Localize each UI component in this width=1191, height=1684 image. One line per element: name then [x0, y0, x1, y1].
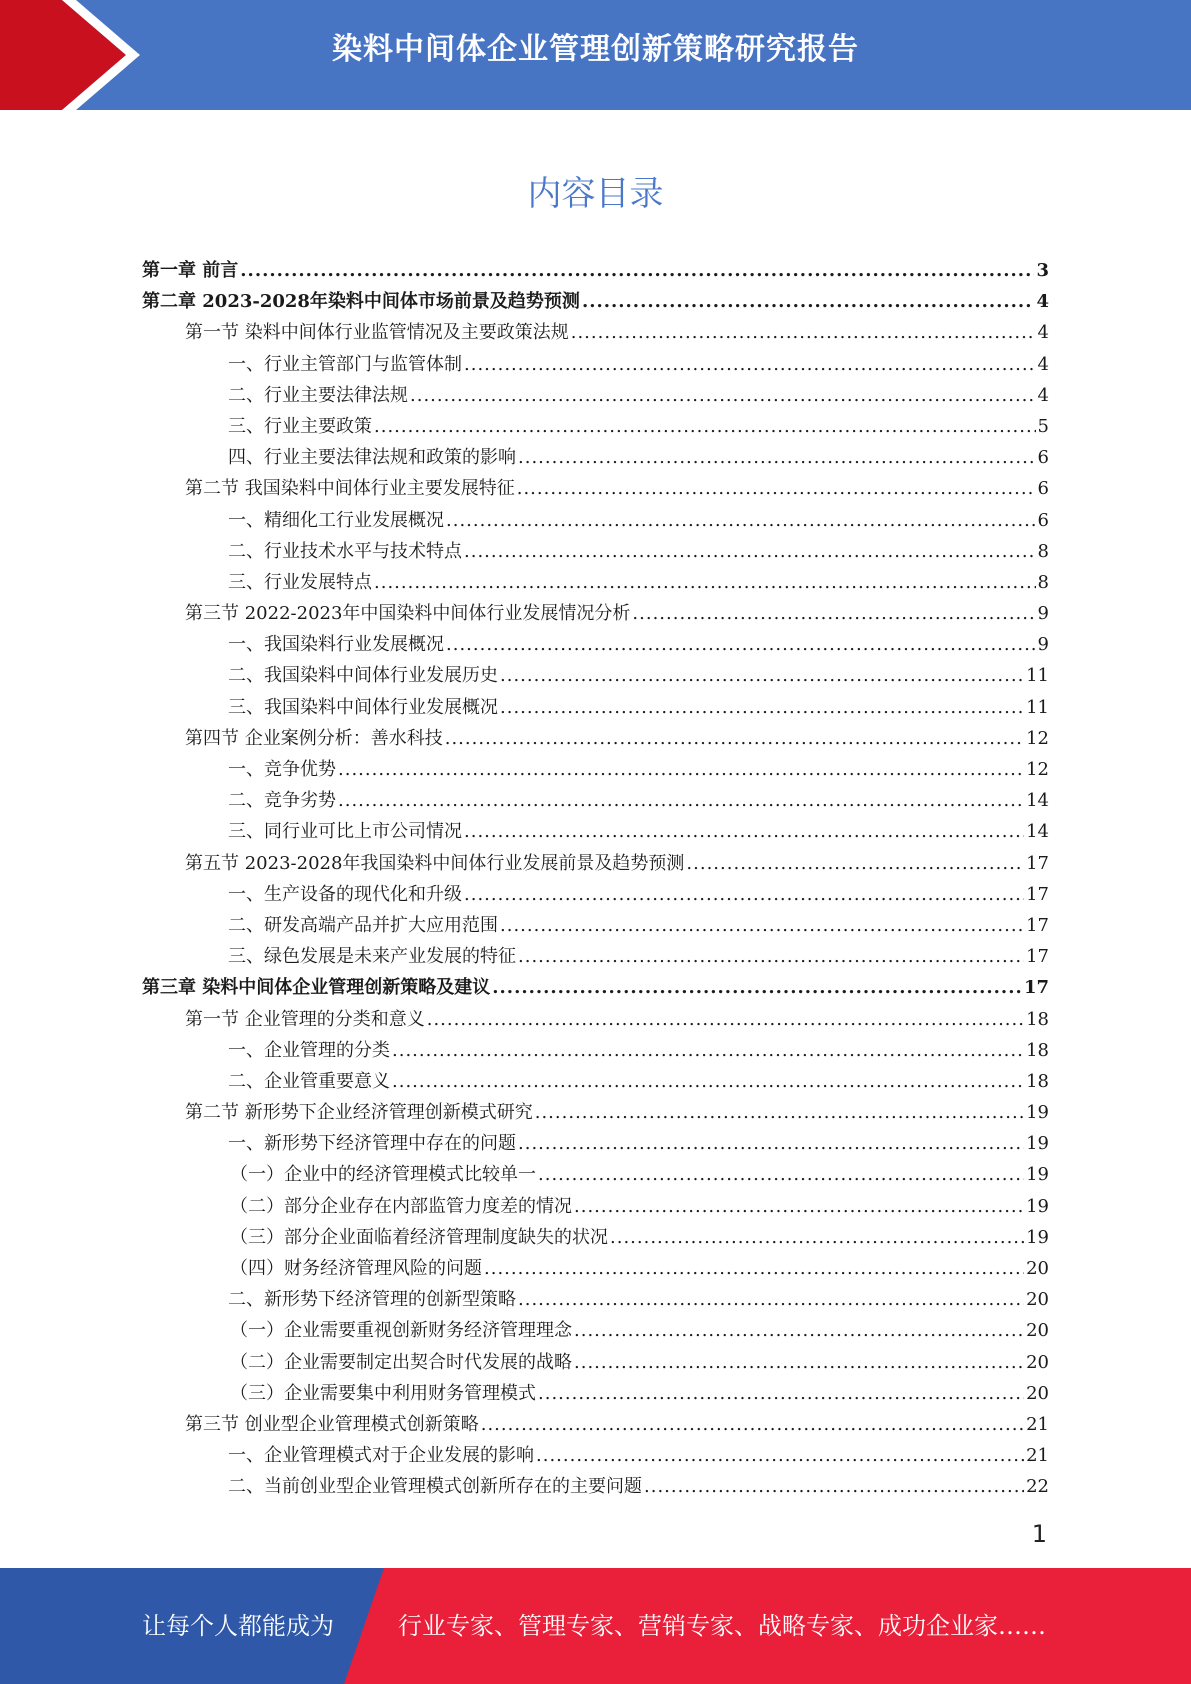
- toc-entry-label: 二、行业主要法律法规: [228, 384, 408, 406]
- toc-entry-page: 17: [1023, 977, 1049, 999]
- toc-entry-label: 二、当前创业型企业管理模式创新所存在的主要问题: [228, 1476, 642, 1498]
- toc-entry[interactable]: [142, 910, 1049, 941]
- toc-entry-page: 6: [1037, 509, 1049, 531]
- toc-leader-dots: [518, 1284, 1024, 1315]
- toc-entry-label: （二）部分企业存在内部监管力度差的情况: [230, 1195, 572, 1217]
- toc-entry[interactable]: [142, 1347, 1049, 1378]
- toc-entry-label: 一、行业主管部门与监管体制: [228, 353, 462, 375]
- toc-leader-dots: [610, 1222, 1024, 1253]
- toc-entry-page: 14: [1026, 790, 1049, 812]
- toc-leader-dots: [582, 286, 1035, 317]
- toc-entry-label: 一、我国染料行业发展概况: [228, 634, 444, 656]
- toc-entry[interactable]: [142, 1222, 1049, 1253]
- toc-entry-label: 第一节 染料中间体行业监管情况及主要政策法规: [185, 322, 569, 344]
- toc-entry-label: 二、竞争劣势: [228, 790, 336, 812]
- toc-leader-dots: [686, 848, 1024, 879]
- toc-leader-dots: [338, 785, 1024, 816]
- toc-entry[interactable]: [142, 473, 1049, 504]
- toc-leader-dots: [446, 629, 1036, 660]
- toc-entry[interactable]: [142, 1253, 1049, 1284]
- toc-entry-label: 三、同行业可比上市公司情况: [228, 821, 462, 843]
- toc-entry-page: 5: [1037, 415, 1049, 437]
- toc-entry-label: 三、行业发展特点: [228, 571, 372, 593]
- toc-entry-page: 4: [1036, 291, 1049, 313]
- toc-leader-dots: [518, 442, 1036, 473]
- toc-entry[interactable]: [142, 442, 1049, 473]
- toc-entry-label: （一）企业需要重视创新财务经济管理理念: [230, 1320, 572, 1342]
- toc-entry-page: 20: [1026, 1320, 1049, 1342]
- toc-entry[interactable]: [142, 598, 1049, 629]
- toc-entry-page: 6: [1037, 447, 1049, 469]
- toc-entry[interactable]: [142, 629, 1049, 660]
- toc-entry-page: 17: [1026, 852, 1049, 874]
- toc-entry[interactable]: [142, 754, 1049, 785]
- toc-entry-page: 4: [1037, 322, 1049, 344]
- toc-leader-dots: [632, 598, 1035, 629]
- toc-entry[interactable]: [142, 1378, 1049, 1409]
- toc-leader-dots: [240, 255, 1034, 286]
- footer-banner: [0, 1568, 1191, 1684]
- toc-leader-dots: [517, 473, 1036, 504]
- toc-entry-label: （一）企业中的经济管理模式比较单一: [230, 1164, 536, 1186]
- toc-leader-dots: [464, 349, 1036, 380]
- toc-entry-page: 9: [1037, 634, 1049, 656]
- toc-leader-dots: [392, 1035, 1024, 1066]
- toc-entry[interactable]: [142, 972, 1049, 1003]
- toc-entry[interactable]: [142, 1035, 1049, 1066]
- toc-entry-label: 第二章 2023-2028年染料中间体市场前景及趋势预测: [142, 291, 580, 313]
- toc-leader-dots: [464, 879, 1024, 910]
- toc-leader-dots: [538, 1159, 1024, 1190]
- toc-entry-label: 二、行业技术水平与技术特点: [228, 540, 462, 562]
- toc-entry-label: 第一章 前言: [142, 260, 239, 281]
- toc-entry[interactable]: [142, 536, 1049, 567]
- toc-entry[interactable]: [142, 567, 1049, 598]
- toc-entry-label: 二、企业管重要意义: [228, 1070, 390, 1092]
- toc-entry-label: 第二节 新形势下企业经济管理创新模式研究: [185, 1102, 533, 1124]
- toc-entry-page: 18: [1026, 1070, 1049, 1092]
- toc-entry-page: 19: [1026, 1133, 1049, 1155]
- toc-entry[interactable]: [142, 723, 1049, 754]
- toc-entry-label: 三、我国染料中间体行业发展概况: [228, 696, 498, 718]
- toc-leader-dots: [574, 1191, 1024, 1222]
- toc-entry-page: 19: [1026, 1226, 1049, 1248]
- toc-entry-page: 6: [1037, 478, 1049, 500]
- report-title: 染料中间体企业管理创新策略研究报告: [332, 32, 859, 67]
- toc-entry-label: 一、企业管理模式对于企业发展的影响: [228, 1445, 534, 1467]
- toc-heading: 内容目录: [527, 174, 664, 214]
- toc-leader-dots: [574, 1347, 1024, 1378]
- toc-entry-page: 3: [1036, 260, 1049, 281]
- toc-leader-dots: [644, 1471, 1024, 1502]
- header-banner: [0, 0, 1191, 110]
- toc-entry-label: 二、我国染料中间体行业发展历史: [228, 665, 498, 687]
- toc-entry[interactable]: [142, 255, 1049, 286]
- page-number: 1: [1031, 1520, 1047, 1548]
- toc-entry-label: 二、新形势下经济管理的创新型策略: [228, 1289, 516, 1311]
- toc-entry-label: 第二节 我国染料中间体行业主要发展特征: [185, 478, 515, 500]
- toc-leader-dots: [484, 1253, 1024, 1284]
- toc-entry-label: 三、绿色发展是未来产业发展的特征: [228, 946, 516, 968]
- toc-entry-page: 17: [1026, 946, 1049, 968]
- toc-entry[interactable]: [142, 317, 1049, 348]
- toc-entry-label: （三）部分企业面临着经济管理制度缺失的状况: [230, 1226, 608, 1248]
- toc-entry-page: 20: [1026, 1289, 1049, 1311]
- toc-entry-label: 一、企业管理的分类: [228, 1039, 390, 1061]
- toc-leader-dots: [535, 1097, 1024, 1128]
- toc-entry-label: 第一节 企业管理的分类和意义: [185, 1008, 425, 1030]
- toc-leader-dots: [481, 1409, 1024, 1440]
- table-of-contents: [142, 255, 1049, 1503]
- toc-leader-dots: [574, 1315, 1024, 1346]
- toc-entry[interactable]: [142, 785, 1049, 816]
- toc-entry[interactable]: [142, 1191, 1049, 1222]
- toc-entry[interactable]: [142, 1159, 1049, 1190]
- toc-leader-dots: [518, 1128, 1024, 1159]
- toc-entry[interactable]: [142, 1097, 1049, 1128]
- toc-leader-dots: [571, 317, 1036, 348]
- toc-entry[interactable]: [142, 411, 1049, 442]
- toc-entry-page: 9: [1037, 603, 1049, 625]
- toc-entry-label: 第四节 企业案例分析：善水科技: [185, 727, 443, 749]
- toc-entry-page: 8: [1037, 571, 1049, 593]
- toc-entry-page: 17: [1026, 914, 1049, 936]
- toc-leader-dots: [464, 816, 1024, 847]
- toc-leader-dots: [410, 380, 1036, 411]
- toc-leader-dots: [446, 505, 1036, 536]
- toc-entry[interactable]: [142, 692, 1049, 723]
- toc-entry-page: 17: [1026, 883, 1049, 905]
- toc-entry-page: 12: [1026, 759, 1049, 780]
- toc-entry-page: 11: [1026, 665, 1049, 687]
- toc-leader-dots: [500, 692, 1024, 723]
- toc-leader-dots: [538, 1378, 1024, 1409]
- toc-leader-dots: [427, 1004, 1024, 1035]
- toc-entry[interactable]: [142, 286, 1049, 317]
- toc-entry-page: 12: [1026, 727, 1049, 749]
- toc-entry-page: 4: [1037, 353, 1049, 375]
- toc-entry[interactable]: [142, 349, 1049, 380]
- toc-leader-dots: [464, 536, 1036, 567]
- toc-entry[interactable]: [142, 816, 1049, 847]
- toc-leader-dots: [445, 723, 1024, 754]
- toc-entry-label: 一、新形势下经济管理中存在的问题: [228, 1133, 516, 1155]
- toc-entry-label: 一、精细化工行业发展概况: [228, 509, 444, 531]
- toc-entry-page: 22: [1026, 1476, 1049, 1498]
- toc-leader-dots: [518, 941, 1024, 972]
- toc-entry-label: （二）企业需要制定出契合时代发展的战略: [230, 1351, 572, 1373]
- toc-leader-dots: [392, 1066, 1024, 1097]
- toc-leader-dots: [338, 754, 1024, 785]
- toc-entry[interactable]: [142, 941, 1049, 972]
- toc-entry-label: 第三节 2022-2023年中国染料中间体行业发展情况分析: [185, 603, 631, 625]
- toc-entry[interactable]: [142, 1471, 1049, 1502]
- toc-entry-page: 20: [1026, 1382, 1049, 1404]
- toc-entry-label: 四、行业主要法律法规和政策的影响: [228, 447, 516, 469]
- toc-entry-label: 一、竞争优势: [228, 759, 336, 780]
- toc-entry-page: 20: [1026, 1351, 1049, 1373]
- toc-entry-page: 21: [1026, 1445, 1049, 1467]
- toc-entry-page: 18: [1026, 1039, 1049, 1061]
- footer-slogan-right: 行业专家、管理专家、营销专家、战略专家、成功企业家……: [398, 1612, 1046, 1640]
- toc-leader-dots: [374, 567, 1036, 598]
- toc-entry-label: 二、研发高端产品并扩大应用范围: [228, 914, 498, 936]
- toc-entry-label: （四）财务经济管理风险的问题: [230, 1258, 482, 1279]
- toc-entry-label: （三）企业需要集中利用财务管理模式: [230, 1382, 536, 1404]
- toc-entry[interactable]: [142, 380, 1049, 411]
- toc-entry[interactable]: [142, 1409, 1049, 1440]
- toc-entry-label: 一、生产设备的现代化和升级: [228, 883, 462, 905]
- toc-entry-page: 14: [1026, 821, 1049, 843]
- toc-entry[interactable]: [142, 848, 1049, 879]
- toc-entry-label: 三、行业主要政策: [228, 415, 372, 437]
- toc-entry[interactable]: [142, 1284, 1049, 1315]
- toc-entry-page: 18: [1026, 1008, 1049, 1030]
- toc-leader-dots: [536, 1440, 1024, 1471]
- toc-entry-page: 20: [1026, 1258, 1049, 1279]
- toc-entry[interactable]: [142, 1004, 1049, 1035]
- toc-entry-page: 8: [1037, 540, 1049, 562]
- footer-slogan-left: 让每个人都能成为: [142, 1612, 334, 1640]
- toc-entry-page: 19: [1026, 1164, 1049, 1186]
- toc-entry[interactable]: [142, 505, 1049, 536]
- toc-entry[interactable]: [142, 660, 1049, 691]
- toc-entry[interactable]: [142, 879, 1049, 910]
- toc-entry-page: 19: [1026, 1102, 1049, 1124]
- toc-leader-dots: [492, 972, 1022, 1003]
- toc-entry-page: 19: [1026, 1195, 1049, 1217]
- toc-leader-dots: [500, 910, 1024, 941]
- toc-entry-label: 第三节 创业型企业管理模式创新策略: [185, 1413, 479, 1435]
- toc-entry[interactable]: [142, 1315, 1049, 1346]
- toc-entry[interactable]: [142, 1128, 1049, 1159]
- toc-entry-label: 第三章 染料中间体企业管理创新策略及建议: [142, 977, 491, 999]
- toc-entry-label: 第五节 2023-2028年我国染料中间体行业发展前景及趋势预测: [185, 852, 685, 874]
- toc-entry-page: 21: [1026, 1413, 1049, 1435]
- toc-entry-page: 11: [1026, 696, 1049, 718]
- toc-leader-dots: [500, 660, 1024, 691]
- toc-entry[interactable]: [142, 1440, 1049, 1471]
- toc-entry[interactable]: [142, 1066, 1049, 1097]
- toc-entry-page: 4: [1037, 384, 1049, 406]
- toc-leader-dots: [374, 411, 1036, 442]
